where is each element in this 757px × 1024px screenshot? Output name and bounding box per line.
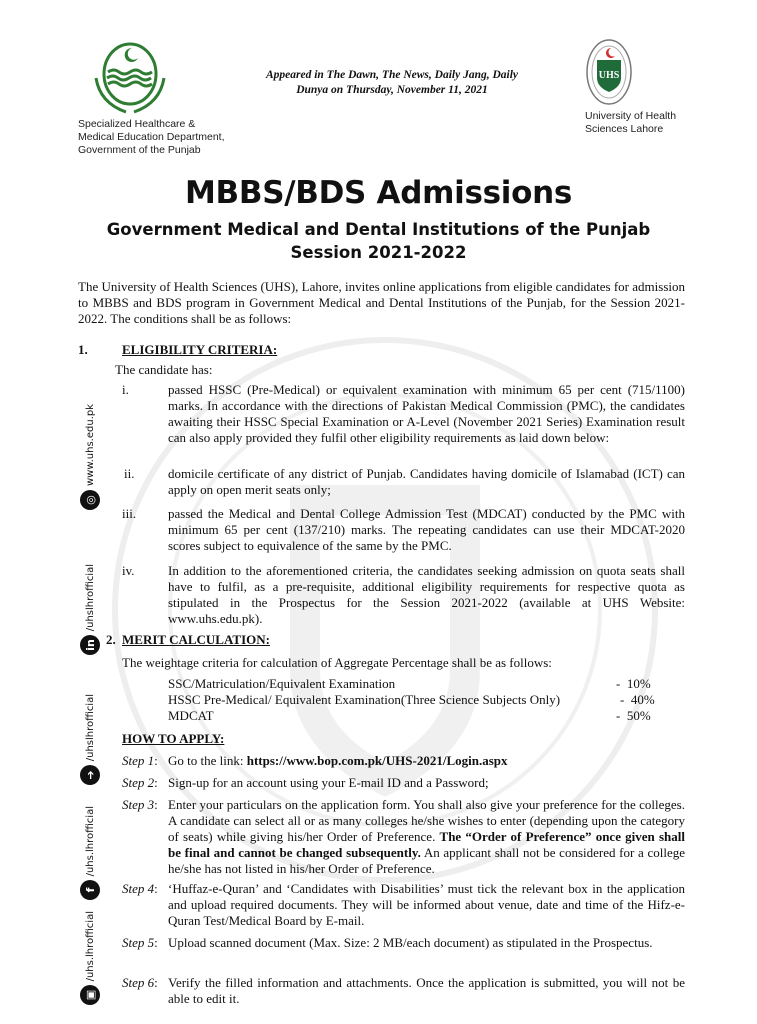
- step-text: [168, 753, 685, 769]
- eligibility-item: domicile certificate of any district of Punjab. Candidates having domicile of Islamabad (ICT) can apply on open merit seats only;: [168, 466, 685, 497]
- subtitle-institutions: Government Medical and Dental Institutions of the Punjab: [106, 220, 651, 239]
- social-facebook[interactable]: [76, 790, 104, 900]
- subtitle-session: Session 2021-2022: [290, 243, 467, 262]
- merit-row-label: HSSC Pre-Medical/ Equivalent Examination(Three Science Subjects Only): [168, 692, 561, 707]
- eligibility-item: passed the Medical and Dental College Admission Test (MDCAT) conducted by the PMC with minimum 65 per cent (137/210) marks. The repeating candidates can use their MDCAT-2020 scores subject to equivalence of the same by the PMC.: [168, 506, 685, 553]
- step-text-part: Go to the link:: [168, 753, 247, 768]
- publication-notice: [232, 68, 552, 98]
- merit-row-value: - 50%: [616, 708, 651, 723]
- merit-row-value: - 10%: [616, 676, 651, 691]
- department-caption-line: Government of the Punjab: [78, 144, 201, 156]
- application-link[interactable]: https://www.bop.com.pk/UHS-2021/Login.aspx: [246, 753, 508, 768]
- punjab-government-logo: [88, 38, 172, 116]
- step-text: [168, 797, 685, 877]
- social-handle[interactable]: /uhs.lhrofficial: [84, 910, 96, 981]
- item-marker: iii.: [122, 506, 137, 521]
- publication-notice-line: Dunya on Thursday, November 11, 2021: [296, 84, 488, 96]
- twitter-icon: ➔: [80, 765, 100, 785]
- uhs-logo: [585, 38, 633, 108]
- uhs-caption-line: Sciences Lahore: [585, 123, 664, 135]
- social-sidebar: [76, 360, 104, 1005]
- social-linkedin[interactable]: [76, 515, 104, 655]
- section-number: 2.: [106, 632, 116, 647]
- merit-lead: The weightage criteria for calculation of Aggregate Percentage shall be as follows:: [122, 655, 552, 670]
- linkedin-icon: in: [80, 635, 100, 655]
- page-title: MBBS/BDS Admissions: [185, 175, 572, 211]
- step-label: Step 6: [122, 975, 155, 990]
- step-text-part: Enter your particulars on the application form. You shall also give your preference for the colleges. A candidate can select all or as many colleges he/she wishes to enter (depending upon the category of seats) while giving his/her Order of Preference.: [168, 797, 685, 844]
- step-text: Upload scanned document (Max. Size: 2 MB/each document) as stipulated in the Prospectus.: [168, 935, 653, 950]
- step-text-part: An applicant shall not be considered for a college he/she has not listed in his/her Order of Preference.: [168, 845, 685, 876]
- eligibility-lead: The candidate has:: [115, 362, 213, 377]
- merit-row-label: SSC/Matriculation/Equivalent Examination: [168, 676, 396, 691]
- merit-row-value: - 40%: [620, 692, 655, 707]
- social-handle[interactable]: /uhs.lhrofficial: [84, 805, 96, 876]
- social-handle[interactable]: /uhslhrofficial: [84, 693, 96, 761]
- intro-paragraph: The University of Health Sciences (UHS), Lahore, invites online applications from eligible candidates for admission to MBBS and BDS program in Government Medical and Dental Institutions of the Punjab, for the Session 2021-2022. The conditions shall be as follows:: [78, 279, 685, 326]
- department-caption-line: Specialized Healthcare &: [78, 118, 196, 130]
- item-marker: i.: [122, 382, 129, 397]
- step-label: Step 2: [122, 775, 155, 790]
- step-emphasis: The “Order of Preference” once given shall be final and cannot be changed subsequently.: [168, 829, 685, 860]
- eligibility-item: In addition to the aforementioned criteria, the candidates seeking admission on quota seats shall have to fulfil, as a pre-requisite, additional eligibility requirements for respective quota as stipulated in the Prospectus for the Session 2021-2022 (available at UHS Website: www.uhs.edu.pk).: [168, 563, 685, 626]
- step-text: ‘Huffaz-e-Quran’ and ‘Candidates with Disabilities’ must tick the relevant box in the application and upload required documents. They will be informed about venue, date and time of the Hifz-e-Quran Test/Medical Board by E-mail.: [168, 881, 685, 928]
- step-label: Step 3: [122, 797, 155, 812]
- department-caption-line: Medical Education Department,: [78, 131, 225, 143]
- step-label: Step 5: [122, 935, 155, 950]
- merit-row-label: MDCAT: [168, 708, 214, 723]
- instagram-icon: ▣: [80, 985, 100, 1005]
- how-to-apply-heading: HOW TO APPLY:: [122, 731, 225, 746]
- social-twitter[interactable]: [76, 655, 104, 785]
- social-website[interactable]: [76, 360, 104, 510]
- step-text: Verify the filled information and attachments. Once the application is submitted, you will not be able to edit it.: [168, 975, 685, 1006]
- item-marker: ii.: [124, 466, 135, 481]
- step-label: Step 1: [122, 753, 155, 768]
- social-handle[interactable]: www.uhs.edu.pk: [84, 403, 96, 486]
- globe-icon: ◎: [80, 490, 100, 510]
- eligibility-item: passed HSSC (Pre-Medical) or equivalent examination with minimum 65 per cent (715/1100) marks. In accordance with the directions of Pakistan Medical Commission (PMC), the candidates awaiting their HSSC Special Examination or A-Level (November 2021 Series) Examination result can also apply provided they fulfil other eligibility requirements as laid down below:: [168, 382, 685, 445]
- section-number: 1.: [78, 342, 88, 357]
- facebook-icon: f: [80, 880, 100, 900]
- step-label: Step 4: [122, 881, 155, 896]
- step-text: Sign-up for an account using your E-mail ID and a Password;: [168, 775, 489, 790]
- social-handle[interactable]: /uhslhrofficial: [84, 563, 96, 631]
- publication-notice-line: Appeared in The Dawn, The News, Daily Jang, Daily: [265, 69, 519, 81]
- social-instagram[interactable]: [76, 900, 104, 1005]
- merit-heading: MERIT CALCULATION:: [122, 632, 270, 647]
- item-marker: iv.: [122, 563, 135, 578]
- uhs-caption-line: University of Health: [585, 110, 677, 122]
- eligibility-heading: ELIGIBILITY CRITERIA:: [122, 342, 278, 357]
- uhs-logo-text: UHS: [598, 70, 620, 81]
